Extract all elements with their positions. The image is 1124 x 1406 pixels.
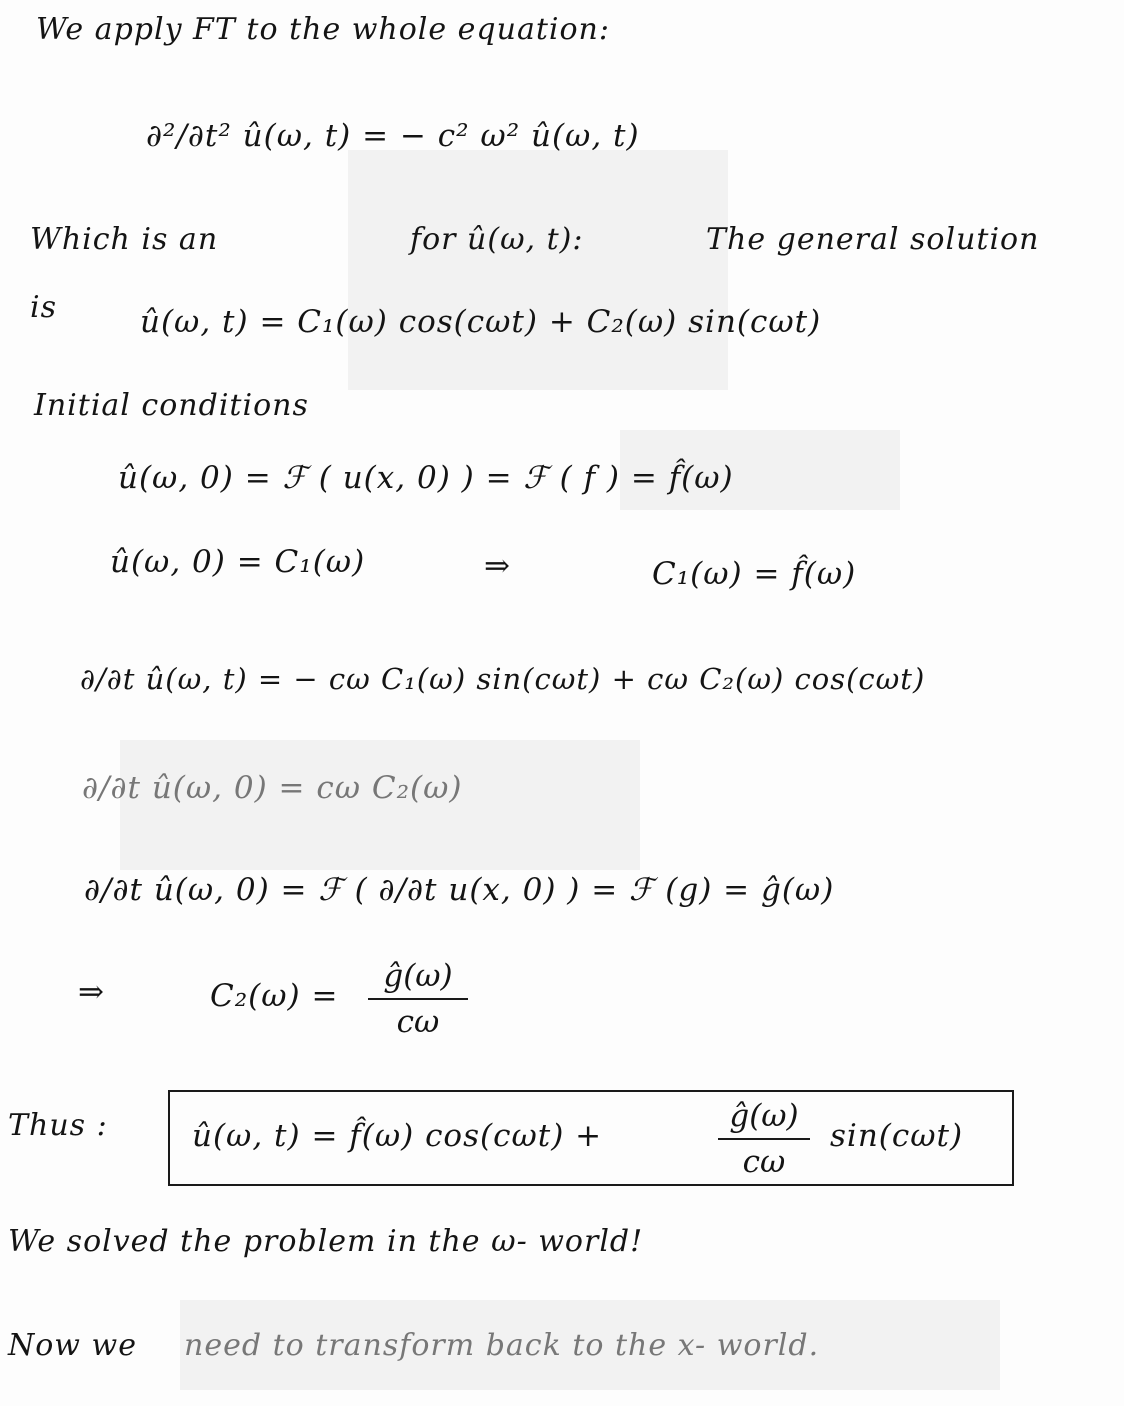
thus-label: Thus : [8,1108,108,1143]
c2-denominator: cω [396,1004,440,1040]
is-text: is [30,290,57,325]
initial-conditions-label: Initial conditions [34,388,309,423]
result-numerator: ĝ(ω) [729,1098,799,1134]
general-solution-label: The general solution [706,222,1040,257]
c2-implies-arrow: ⇒ [78,974,105,1010]
time-derivative-at-zero: ∂/∂t û(ω, 0) = cω C₂(ω) [82,770,463,806]
derivative-fourier-equation: ∂/∂t û(ω, 0) = ℱ ( ∂/∂t u(x, 0) ) = ℱ (g) = ĝ(ω) [84,872,835,908]
result-lhs: û(ω, t) = f̂(ω) cos(cωt) + [192,1118,603,1154]
result-fraction [718,1096,810,1182]
result-denominator: cω [742,1144,786,1180]
initial-condition-2-right: C₁(ω) = f̂(ω) [652,556,857,592]
general-solution-equation: û(ω, t) = C₁(ω) cos(cωt) + C₂(ω) sin(cωt) [140,304,822,340]
which-is-an-text: Which is an [30,222,219,257]
fraction-bar [718,1138,810,1140]
fraction-bar [368,998,468,1000]
time-derivative-equation: ∂/∂t û(ω, t) = − cω C₁(ω) sin(cωt) + cω C₂(ω) cos(cωt) [80,662,926,696]
for-u-text: for û(ω, t): [410,222,584,257]
c2-lhs: C₂(ω) = [210,978,339,1014]
implies-arrow: ⇒ [484,548,511,584]
initial-condition-2-left: û(ω, 0) = C₁(ω) [110,544,366,580]
c2-fraction [368,956,468,1042]
solved-sentence: We solved the problem in the ω- world! [8,1224,644,1259]
transform-back-text: need to transform back to the x- world. [184,1328,820,1363]
c2-numerator: ĝ(ω) [383,958,453,994]
now-we-text: Now we [8,1328,137,1363]
result-rhs: sin(cωt) [830,1118,964,1154]
scan-shading [348,150,728,390]
initial-condition-1: û(ω, 0) = ℱ ( u(x, 0) ) = ℱ ( f ) = f̂(ω) [118,460,734,496]
intro-text: We apply FT to the whole equation: [36,12,610,47]
transformed-ode: ∂²/∂t² û(ω, t) = − c² ω² û(ω, t) [146,118,640,154]
